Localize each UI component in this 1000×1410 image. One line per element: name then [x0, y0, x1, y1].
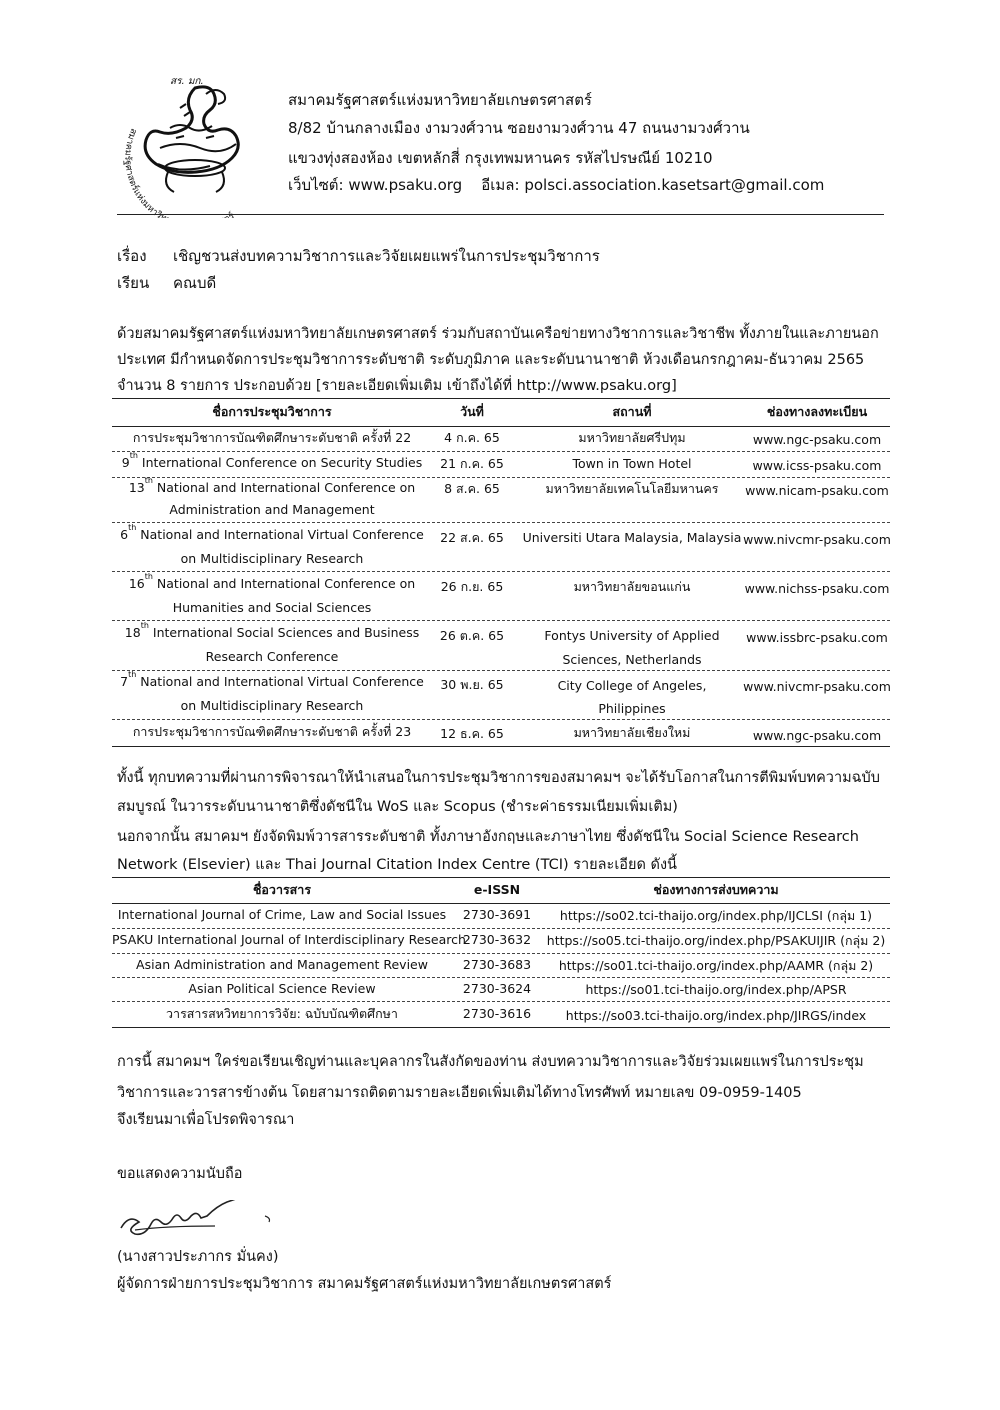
- email-link[interactable]: polsci.association.kasetsart@gmail.com: [524, 176, 825, 194]
- to-text: คณบดี: [173, 274, 217, 292]
- conf-venue: City College of Angeles,: [557, 678, 707, 693]
- conf-registration-link[interactable]: www.nivcmr-psaku.com: [743, 532, 891, 547]
- col-header-date: วันที่: [460, 404, 484, 419]
- journal-name: Asian Political Science Review: [188, 981, 376, 996]
- conf-venue: Fontys University of Applied: [544, 628, 720, 643]
- conf-name: การประชุมวิชาการบัณฑิตศึกษาระดับชาติ ครั้งที่ 23: [132, 724, 412, 739]
- conf-date: 30 พ.ย. 65: [440, 677, 504, 692]
- conf-venue: Universiti Utara Malaysia, Malaysia: [522, 530, 742, 545]
- association-seal: [110, 68, 280, 218]
- to-label: เรียน: [117, 274, 150, 292]
- middle-line-3: นอกจากนั้น สมาคมฯ ยังจัดพิมพ์วารสารระดับชาติ ทั้งภาษาอังกฤษและภาษาไทย ซึ่งดัชนีใน Social Science Research: [117, 829, 859, 845]
- col-header-journal: ชื่อวารสาร: [252, 882, 312, 897]
- conf-name: 7th National and International Virtual Conference: [120, 670, 424, 689]
- intro-line-2: ประเทศ มีกำหนดจัดการประชุมวิชาการระดับชาติ ระดับภูมิภาค และระดับนานาชาติ ห้วงเดือนกรกฎาคม-ธันวาคม 2565: [117, 352, 865, 368]
- journal-submission-link[interactable]: https://so05.tci-thaijo.org/index.php/PSAKUIJIR (กลุ่ม 2): [546, 933, 886, 948]
- website-link[interactable]: www.psaku.org: [348, 176, 463, 194]
- email-label: อีเมล:: [481, 176, 520, 194]
- conf-name: 16th National and International Conference on: [128, 572, 416, 591]
- middle-line-4: Network (Elsevier) และ Thai Journal Citation Index Centre (TCI) รายละเอียด ดังนี้: [117, 857, 677, 873]
- conf-date: 26 ก.ย. 65: [440, 579, 504, 594]
- journal-issn: 2730-3624: [462, 981, 532, 996]
- closing-line-2: วิชาการและวารสารข้างต้น โดยสามารถติดตามรายละเอียดเพิ่มเติมได้ทางโทรศัพท์ หมายเลข 09-0959-1405: [117, 1085, 802, 1101]
- conf-date: 8 ส.ค. 65: [444, 481, 500, 496]
- conf-registration-link[interactable]: www.issbrc-psaku.com: [746, 630, 888, 645]
- website-label: เว็บไซต์:: [288, 176, 344, 194]
- subject-text: เชิญชวนส่งบทความวิชาการและวิจัยเผยแพร่ในการประชุมวิชาการ: [173, 247, 600, 265]
- conf-name: 9th International Conference on Security Studies: [121, 451, 423, 470]
- subject-label: เรื่อง: [117, 247, 147, 265]
- journal-issn: 2730-3616: [462, 1006, 532, 1021]
- journal-name: วารสารสหวิทยาการวิจัย: ฉบับบัณฑิตศึกษา: [166, 1006, 398, 1021]
- signature-image: [115, 1200, 285, 1240]
- header-divider: [117, 214, 884, 215]
- journal-issn: 2730-3691: [462, 907, 532, 922]
- conf-registration-link[interactable]: www.nichss-psaku.com: [744, 581, 890, 596]
- conf-venue-line-2: Sciences, Netherlands: [562, 652, 702, 667]
- conf-date: 26 ต.ค. 65: [439, 628, 505, 643]
- conf-name: 18th International Social Sciences and Business: [124, 621, 420, 640]
- journal-name: International Journal of Crime, Law and Social Issues: [117, 907, 447, 922]
- conf-venue: มหาวิทยาลัยขอนแก่น: [573, 579, 691, 594]
- middle-line-2: สมบูรณ์ ในวารระดับนานาชาติซึ่งดัชนีใน WoS และ Scopus (ชำระค่าธรรมเนียมเพิ่มเติม): [117, 799, 678, 815]
- conf-venue: มหาวิทยาลัยเทคโนโลยีมหานคร: [545, 481, 719, 496]
- journal-submission-link[interactable]: https://so01.tci-thaijo.org/index.php/APSR: [585, 982, 847, 997]
- conf-name: 13th National and International Conference on: [128, 476, 416, 495]
- journal-name: Asian Administration and Management Review: [136, 957, 428, 972]
- conf-registration-link[interactable]: www.ngc-psaku.com: [752, 728, 882, 743]
- conf-date: 12 ธ.ค. 65: [440, 726, 504, 741]
- conf-name: 6th National and International Virtual Conference: [120, 523, 424, 542]
- col-header-venue: สถานที่: [612, 404, 652, 419]
- journal-issn: 2730-3683: [462, 957, 532, 972]
- intro-line-3: จำนวน 8 รายการ ประกอบด้วย [รายละเอียดเพิ่มเติม เข้าถึงได้ที่ http://www.psaku.org]: [117, 378, 677, 394]
- conf-name-line-2: Humanities and Social Sciences: [172, 600, 372, 615]
- address-line-1: 8/82 บ้านกลางเมือง งามวงศ์วาน ซอยงามวงศ์วาน 47 ถนนงามวงศ์วาน: [288, 119, 750, 137]
- journal-submission-link[interactable]: https://so03.tci-thaijo.org/index.php/JIRGS/index: [565, 1008, 867, 1023]
- journal-submission-link[interactable]: https://so01.tci-thaijo.org/index.php/AAMR (กลุ่ม 2): [558, 958, 874, 973]
- conf-venue: Town in Town Hotel: [572, 456, 692, 471]
- conf-registration-link[interactable]: www.nicam-psaku.com: [745, 483, 889, 498]
- middle-line-1: ทั้งนี้ ทุกบทความที่ผ่านการพิจารณาให้นำเสนอในการประชุมวิชาการของสมาคมฯ จะได้รับโอกาสในการตีพิมพ์บทความฉบับ: [117, 770, 880, 786]
- signer-title: ผู้จัดการฝ่ายการประชุมวิชาการ สมาคมรัฐศาสตร์แห่งมหาวิทยาลัยเกษตรศาสตร์: [117, 1276, 612, 1292]
- conf-date: 4 ก.ค. 65: [444, 430, 500, 445]
- conf-date: 21 ก.ค. 65: [440, 456, 504, 471]
- conf-name-line-2: on Multidisciplinary Research: [180, 698, 364, 713]
- col-header-submission: ช่องทางการส่งบทความ: [653, 882, 779, 897]
- journal-issn: 2730-3632: [462, 932, 532, 947]
- closing-line-1: การนี้ สมาคมฯ ใคร่ขอเรียนเชิญท่านและบุคลากรในสังกัดของท่าน ส่งบทความวิชาการและวิจัยร่วมเผยแพร่ในการประชุม: [117, 1054, 864, 1070]
- address-line-2: แขวงทุ่งสองห้อง เขตหลักสี่ กรุงเทพมหานคร รหัสไปรษณีย์ 10210: [288, 149, 713, 167]
- conf-venue: มหาวิทยาลัยศรีปทุม: [578, 430, 686, 445]
- conf-name: การประชุมวิชาการบัณฑิตศึกษาระดับชาติ ครั้งที่ 22: [132, 430, 412, 445]
- conf-name-line-2: on Multidisciplinary Research: [180, 551, 364, 566]
- conf-venue-line-2: Philippines: [598, 701, 666, 716]
- conf-registration-link[interactable]: www.icss-psaku.com: [752, 458, 882, 473]
- conf-date: 22 ส.ค. 65: [440, 530, 504, 545]
- col-header-issn: e-ISSN: [473, 882, 521, 897]
- org-name: สมาคมรัฐศาสตร์แห่งมหาวิทยาลัยเกษตรศาสตร์: [288, 91, 592, 109]
- journal-name: PSAKU International Journal of Interdisciplinary Research: [112, 932, 466, 947]
- conf-registration-link[interactable]: www.ngc-psaku.com: [752, 432, 882, 447]
- conf-name-line-2: Research Conference: [205, 649, 339, 664]
- journal-submission-link[interactable]: https://so02.tci-thaijo.org/index.php/IJCLSI (กลุ่ม 1): [559, 908, 873, 923]
- seal-abbrev: สร. มก.: [170, 76, 204, 87]
- signer-name: (นางสาวประภากร มั่นคง): [117, 1249, 279, 1265]
- closing-line-3: จึงเรียนมาเพื่อโปรดพิจารณา: [117, 1112, 295, 1128]
- regards: ขอแสดงความนับถือ: [117, 1166, 243, 1182]
- svg-text:สมาคมรัฐศาสตร์แห่งมหาวิทยาลัยเ: สมาคมรัฐศาสตร์แห่งมหาวิ ร์: [122, 126, 237, 218]
- col-header-name: ชื่อการประชุมวิชาการ: [212, 404, 332, 419]
- contact-line: [288, 173, 824, 197]
- conf-registration-link[interactable]: www.nivcmr-psaku.com: [743, 679, 891, 694]
- conf-venue: มหาวิทยาลัยเชียงใหม่: [573, 725, 691, 740]
- conf-name-line-2: Administration and Management: [169, 502, 375, 517]
- col-header-registration: ช่องทางลงทะเบียน: [766, 404, 868, 419]
- intro-line-1: ด้วยสมาคมรัฐศาสตร์แห่งมหาวิทยาลัยเกษตรศาสตร์ ร่วมกับสถาบันเครือข่ายทางวิชาการและวิชาชีพ ทั้งภายในและภายนอก: [117, 326, 879, 342]
